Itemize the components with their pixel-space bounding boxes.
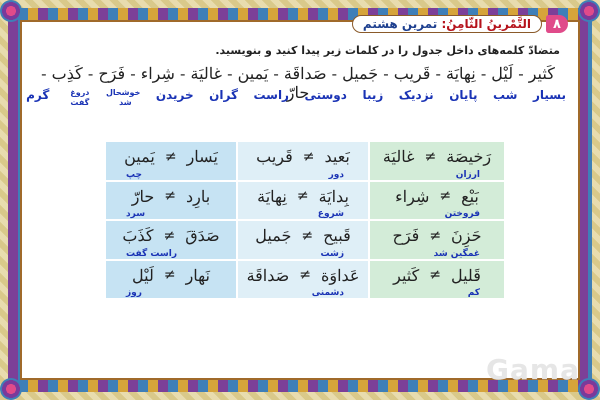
corner-ornament-icon (578, 0, 600, 22)
corner-ornament-icon (0, 378, 22, 400)
antonym-pair (393, 266, 481, 285)
persian-word: خوشحال شد (105, 88, 141, 107)
table-cell (104, 142, 236, 182)
not-equal-icon: ≠ (429, 227, 442, 244)
not-equal-icon: ≠ (439, 188, 452, 205)
answer-text: زشت (320, 248, 344, 259)
not-equal-icon: ≠ (163, 267, 176, 284)
instruction-text: متضادّ کلمه‌های داخل جدول را در کلمات زیر پیدا کنید و بنویسید. (215, 44, 560, 57)
antonym-pair (124, 147, 218, 166)
persian-word: راست (253, 88, 289, 102)
antonym-pair (247, 266, 360, 285)
answer-text: دور (328, 169, 344, 180)
word-left: غالیَة (382, 147, 415, 167)
word-right: رَخیصَة (446, 147, 492, 167)
word-left: قَریب (256, 147, 293, 167)
answer-text: فروختن (444, 209, 480, 219)
word-right: بَعید (324, 147, 350, 167)
word-left: یَمین (124, 147, 155, 167)
word-right: نَهار (185, 265, 210, 285)
answer-text: روز (126, 288, 142, 298)
answer-text: کم (467, 288, 480, 298)
not-equal-icon: ≠ (164, 148, 177, 165)
answer-text: راست گفت (126, 248, 178, 259)
table-cell (104, 261, 236, 301)
persian-word: نزدیک (398, 88, 434, 102)
not-equal-icon: ≠ (301, 227, 314, 244)
word-left: لَیْل (132, 265, 154, 285)
antonym-pair (383, 147, 491, 166)
corner-ornament-icon (0, 0, 22, 22)
persian-word: شب (492, 88, 518, 102)
antonym-pair (122, 226, 219, 245)
persian-word: خریدن (155, 88, 194, 102)
table-cell (368, 182, 504, 222)
watermark-logo: Gama (486, 353, 580, 386)
title-arabic: التَّمْرینُ الثّامِنُ: (441, 17, 531, 31)
word-right: بَیْع (461, 186, 479, 206)
antonym-pair (257, 187, 349, 206)
word-right: عَداوَة (320, 265, 360, 285)
persian-word: بسیار (532, 88, 566, 102)
persian-word: پایان (449, 88, 478, 102)
antonym-table (104, 142, 504, 300)
word-right: حَزِنَ (451, 226, 482, 246)
word-left: جَمیل (255, 226, 292, 246)
persian-word: دروغ گفت (70, 88, 90, 107)
word-left: کَذَبَ (122, 226, 154, 246)
antonym-pair (256, 147, 350, 166)
word-right: بِدایَة (318, 186, 349, 206)
table-cell (368, 261, 504, 301)
answer-text: چپ (126, 169, 143, 180)
answer-text: دشمنی (311, 288, 344, 298)
table-cell (104, 182, 236, 222)
corner-ornament-icon (578, 378, 600, 400)
word-right: بارِد (186, 186, 211, 206)
not-equal-icon: ≠ (163, 227, 176, 244)
exercise-number: ٨ (546, 15, 568, 33)
persian-word: دوستی (304, 88, 347, 102)
word-left: حارّ (131, 186, 155, 206)
table-cell (368, 142, 504, 182)
table-cell (236, 182, 368, 222)
not-equal-icon: ≠ (164, 188, 177, 205)
not-equal-icon: ≠ (302, 148, 315, 165)
antonym-pair (132, 266, 210, 285)
persian-word: گرم (26, 88, 50, 102)
word-right: یَسار (186, 147, 218, 167)
exercise-title (352, 15, 542, 33)
answer-text: غمگین شد (433, 248, 480, 259)
title-persian: تمرین هشتم (362, 17, 438, 31)
persian-word-list (26, 88, 566, 128)
persian-word: زیبا (362, 88, 384, 102)
answer-text: ارزان (455, 169, 480, 180)
table-cell (104, 221, 236, 261)
word-left: فَرَح (392, 226, 420, 246)
antonym-pair (395, 187, 479, 206)
not-equal-icon: ≠ (424, 148, 437, 165)
table-cell (236, 221, 368, 261)
exercise-header (352, 14, 568, 34)
word-left: نِهایَة (257, 186, 287, 206)
antonym-pair (255, 226, 350, 245)
table-cell (236, 261, 368, 301)
word-right: صَدَقَ (185, 226, 220, 246)
not-equal-icon: ≠ (429, 267, 441, 284)
word-left: صَداقَة (246, 265, 290, 285)
word-left: شِراء (395, 186, 430, 206)
table-cell (236, 142, 368, 182)
answer-text: شروع (317, 209, 344, 219)
persian-word: گران (209, 88, 238, 102)
antonym-pair (393, 226, 482, 245)
word-right: قَلیل (450, 265, 481, 285)
table-cell (368, 221, 504, 261)
not-equal-icon: ≠ (299, 267, 311, 284)
antonym-pair (132, 187, 210, 206)
answer-text: سرد (126, 209, 146, 219)
not-equal-icon: ≠ (296, 188, 309, 205)
word-right: قَبیح (323, 226, 351, 246)
word-left: کَثیر (393, 265, 420, 285)
arabic-word-list: کَثیر - لَیْل - نِهایَة - قَریب - جَمیل - صَداقَة - یَمین - غالیَة - شِراء - فَرَح - کَذِب - حارّ (41, 64, 555, 102)
